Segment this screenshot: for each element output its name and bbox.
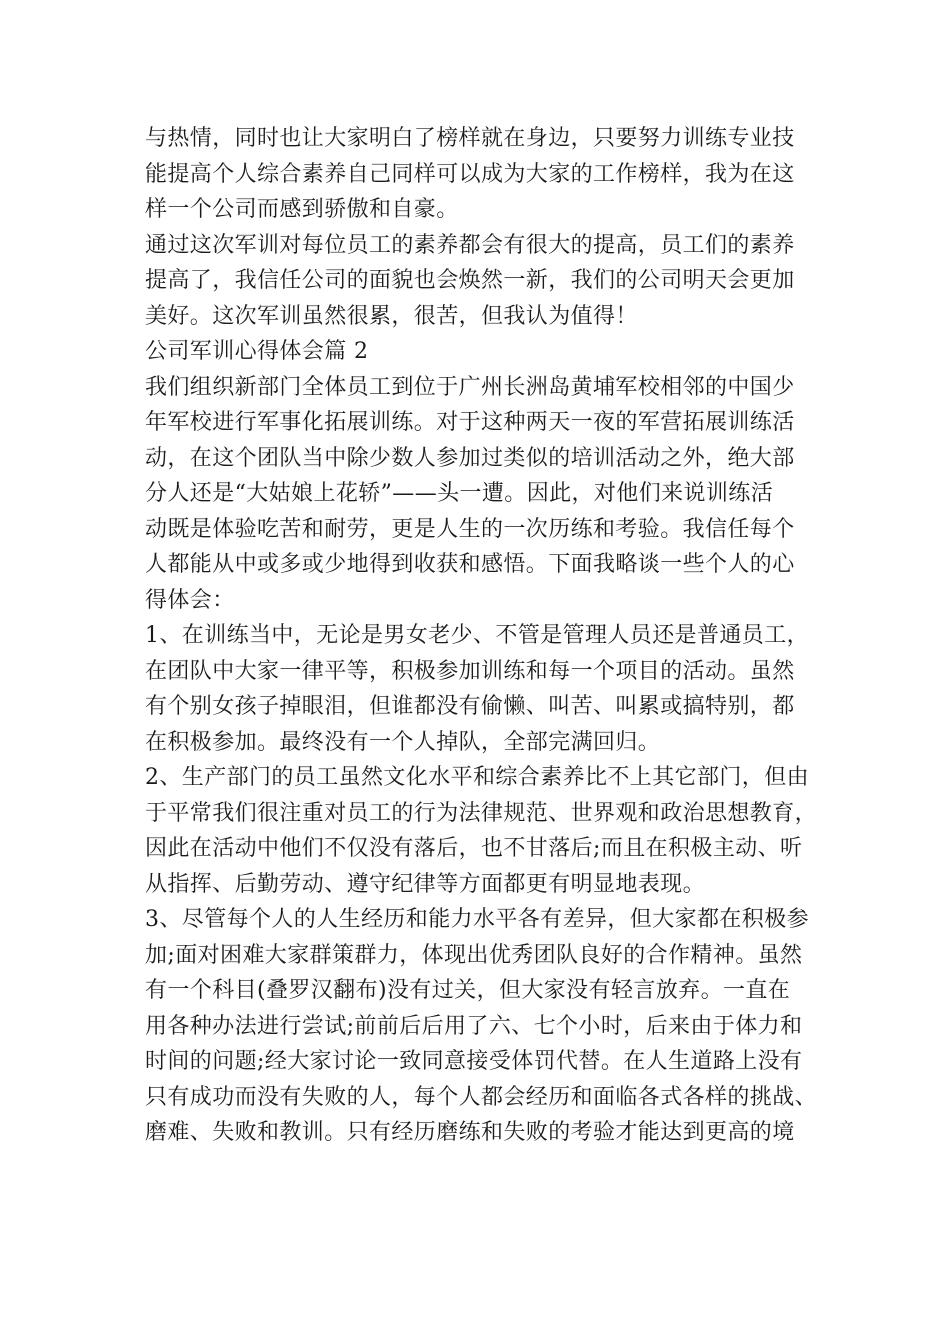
text-line: 动既是体验吃苦和耐劳，更是人生的一次历练和考验。我信任每个 — [145, 516, 795, 542]
section-heading: 公司军训心得体会篇 2 — [145, 339, 369, 364]
text-line: 能提高个人综合素养自己同样可以成为大家的工作榜样，我为在这 — [145, 161, 795, 187]
text-line: 在积极参加。最终没有一个人掉队，全部完满回归。 — [145, 729, 661, 755]
text-line: 时间的问题;经大家讨论一致同意接受体罚代替。在人生道路上没有 — [145, 1049, 803, 1074]
text-line: 从指挥、后勤劳动、遵守纪律等方面都更有明显地表现。 — [145, 871, 706, 897]
text-line: 有个别女孩子掉眼泪，但谁都没有偷懒、叫苦、叫累或搞特别，都 — [145, 694, 795, 719]
document-body — [145, 121, 825, 1151]
text-line: 3、尽管每个人的人生经历和能力水平各有差异，但大家都在积极参 — [145, 907, 809, 932]
text-line: 动，在这个团队当中除少数人参加过类似的培训活动之外，绝大部 — [145, 445, 795, 471]
text-line: 2、生产部门的员工虽然文化水平和综合素养比不上其它部门，但由 — [145, 765, 809, 790]
text-line: 美好。这次军训虽然很累，很苦，但我认为值得！ — [145, 303, 638, 329]
text-line: 分人还是“大姑娘上花轿”——头一遭。因此，对他们来说训练活 — [145, 481, 774, 506]
text-line: 加;面对困难大家群策群力，体现出优秀团队良好的合作精神。虽然 — [145, 942, 803, 968]
text-line: 我们组织新部门全体员工到位于广州长洲岛黄埔军校相邻的中国少 — [145, 374, 795, 400]
text-line: 样一个公司而感到骄傲和自豪。 — [145, 197, 459, 222]
text-line: 年军校进行军事化拓展训练。对于这种两天一夜的军营拓展训练活 — [145, 410, 795, 435]
text-line: 于平常我们很注重对员工的行为法律规范、世界观和政治思想教育， — [145, 800, 818, 826]
text-line: 提高了，我信任公司的面貌也会焕然一新，我们的公司明天会更加 — [145, 268, 795, 293]
text-line: 有一个科目(叠罗汉翻布)没有过关，但大家没有轻言放弃。一直在 — [145, 978, 791, 1003]
text-line: 在团队中大家一律平等，积极参加训练和每一个项目的活动。虽然 — [145, 658, 795, 684]
text-line: 人都能从中或多或少地得到收获和感悟。下面我略谈一些个人的心 — [145, 552, 795, 577]
text-line: 用各种办法进行尝试;前前后后用了六、七个小时，后来由于体力和 — [145, 1013, 803, 1039]
text-line: 1、在训练当中，无论是男女老少、不管是管理人员还是普通员工， — [145, 623, 809, 648]
text-line: 因此在活动中他们不仅没有落后，也不甘落后;而且在积极主动、听 — [145, 836, 803, 861]
text-line: 只有成功而没有失败的人，每个人都会经历和面临各式各样的挑战、 — [145, 1084, 818, 1110]
text-line: 通过这次军训对每位员工的素养都会有很大的提高，员工们的素养 — [145, 232, 795, 258]
text-line: 与热情，同时也让大家明白了榜样就在身边，只要努力训练专业技 — [145, 126, 795, 151]
text-line: 得体会： — [145, 587, 235, 613]
text-line: 磨难、失败和教训。只有经历磨练和失败的考验才能达到更高的境 — [145, 1120, 795, 1145]
